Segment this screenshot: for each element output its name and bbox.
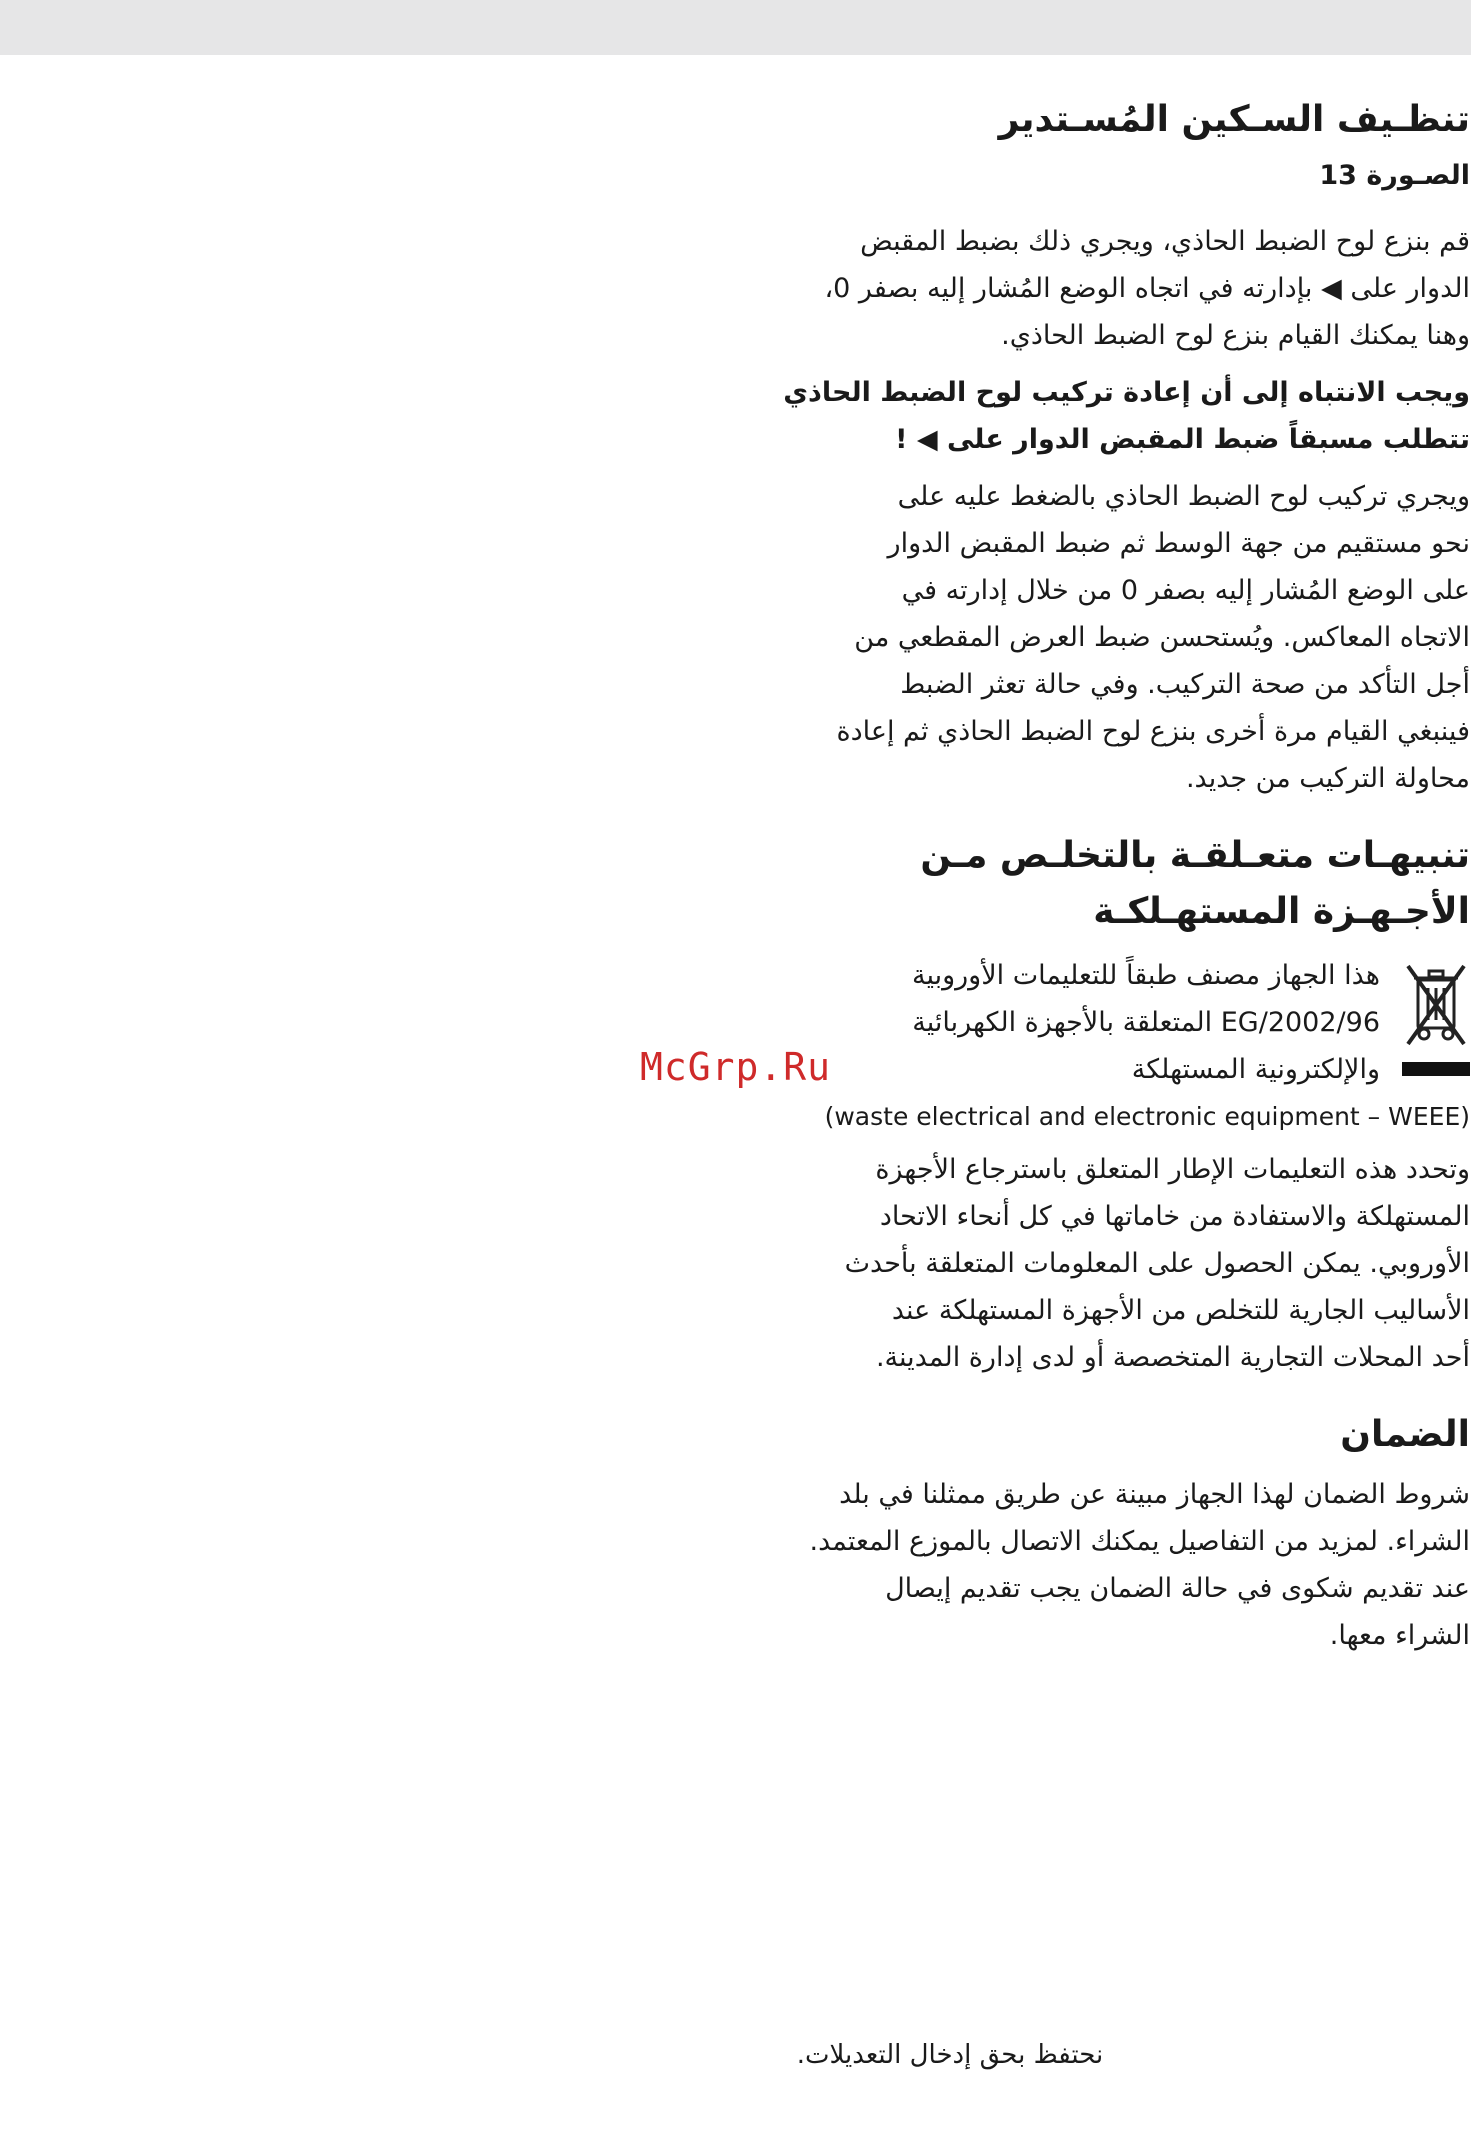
cleaning-warning	[770, 369, 1470, 463]
disposal-heading-line-1: تنبيهـات متعـلقـة بالتخلـص مـن	[920, 835, 1470, 876]
text-line: وهنا يمكنك القيام بنزع لوح الضبط الحاذي.	[1001, 320, 1470, 351]
cleaning-paragraph-2	[770, 473, 1470, 802]
text-line: الأوروبي. يمكن الحصول على المعلومات المتعلقة بأحدث	[844, 1248, 1470, 1279]
text-line: وتحدد هذه التعليمات الإطار المتعلق باسترجاع الأجهزة	[875, 1154, 1470, 1185]
text-line: محاولة التركيب من جديد.	[1185, 763, 1470, 794]
weee-notice	[770, 952, 1470, 1140]
text-line: عند تقديم شكوى في حالة الضمان يجب تقديم إيصال	[885, 1573, 1470, 1604]
disposal-heading-line-2: الأجـهـزة المستهـلكـة	[1093, 891, 1470, 932]
text-line: الأساليب الجارية للتخلص من الأجهزة المستهلكة عند	[891, 1295, 1470, 1326]
text-line: قم بنزع لوح الضبط الحاذي، ويجري ذلك بضبط المقبض	[860, 226, 1470, 257]
figure-label: الصـورة 13	[1319, 160, 1470, 191]
text-line: على الوضع المُشار إليه بصفر 0 من خلال إدارته في	[901, 575, 1470, 606]
crossed-out-wheelie-bin-icon	[1402, 958, 1470, 1050]
text-line: 2002/96/EG المتعلقة بالأجهزة الكهربائية	[912, 1007, 1380, 1038]
cleaning-paragraph-1	[770, 218, 1470, 359]
warranty-heading: الضمان	[1340, 1414, 1470, 1455]
text-line: هذا الجهاز مصنف طبقاً للتعليمات الأوروبية	[911, 960, 1380, 991]
black-bar-icon	[1402, 1062, 1470, 1076]
text-line: أجل التأكد من صحة التركيب. وفي حالة تعثر الضبط	[900, 669, 1470, 700]
text-line: المستهلكة والاستفادة من خاماتها في كل أنحاء الاتحاد	[879, 1201, 1470, 1232]
text-line: الدوار على ◀ بإدارته في اتجاه الوضع المُشار إليه بصفر 0،	[824, 273, 1470, 304]
text-line: تتطلب مسبقاً ضبط المقبض الدوار على ◀ !	[895, 424, 1470, 455]
text-line: الشراء معها.	[1329, 1620, 1470, 1651]
text-line: ويجب الانتباه إلى أن إعادة تركيب لوح الضبط الحاذي	[783, 377, 1470, 408]
text-line: نحو مستقيم من جهة الوسط ثم ضبط المقبض الدوار	[887, 528, 1470, 559]
cleaning-heading: تنظـيف السـكين المُسـتدير	[998, 99, 1470, 140]
text-line: شروط الضمان لهذا الجهاز مبينة عن طريق ممثلنا في بلد	[839, 1479, 1470, 1510]
weee-latin-line: (waste electrical and electronic equipment – WEEE)	[824, 1102, 1470, 1131]
footer-note: نحتفظ بحق إدخال التعديلات.	[796, 2040, 1104, 2070]
text-line: والإلكترونية المستهلكة	[1131, 1054, 1380, 1085]
text-line: الاتجاه المعاكس. ويُستحسن ضبط العرض المقطعي من	[854, 622, 1470, 653]
text-line: أحد المحلات التجارية المتخصصة أو لدى إدارة المدينة.	[875, 1342, 1470, 1373]
warranty-paragraph	[770, 1471, 1470, 1659]
text-line: الشراء. لمزيد من التفاصيل يمكنك الاتصال بالموزع المعتمد.	[809, 1526, 1470, 1557]
page-header-bar	[0, 0, 1471, 55]
text-line: فينبغي القيام مرة أخرى بنزع لوح الضبط الحاذي ثم إعادة	[836, 716, 1470, 747]
text-line: ويجري تركيب لوح الضبط الحاذي بالضغط عليه على	[897, 481, 1470, 512]
watermark-text: McGrp.Ru	[640, 1045, 832, 1089]
disposal-paragraph	[770, 1146, 1470, 1381]
weee-text	[770, 952, 1470, 1140]
text-column	[770, 92, 1470, 1669]
